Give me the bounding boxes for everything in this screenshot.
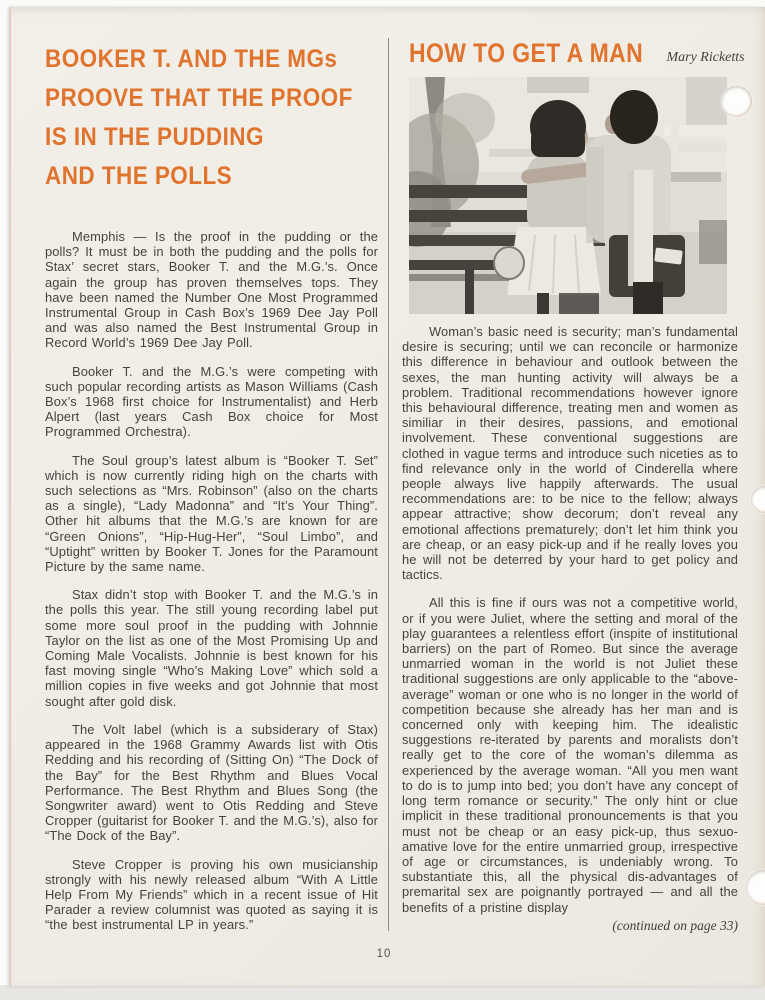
column-divider-rule [388,38,389,931]
continued-on-page-note: (continued on page 33) [612,917,738,933]
left-article-headline [45,40,378,196]
right-article-header [409,38,745,68]
headline-line: PROOVE THAT THE PROOF [45,84,353,112]
headline-line: BOOKER T. AND THE MGs [45,45,338,73]
right-article [402,38,745,934]
punch-hole [746,870,765,905]
article-paragraph: Steve Cropper is proving his own musicianship strongly with his newly released album “With A Little Help From My Friends” which in a recent issue of Hit Parader a review columnist was quoted as saying it is “the best instrumental LP in years.” [45,856,378,933]
headline-line: IS IN THE PUDDING [45,123,264,151]
article-paragraph: The Volt label (which is a subsiderary of Stax) appeared in the 1968 Grammy Awards list with Otis Redding and his recording of (Sitting On) “The Dock of the Bay” for the Best Rhythm and Blues Vocal Performance. The Best Rhythm and Blues Song (the Songwriter award) went to Otis Redding and Steve Cropper (guitarist for Booker T. and the M.G.’s), also for “The Dock of the Bay”. [45,721,378,844]
article-paragraph: All this is fine if ours was not a competitive world, or if you were Juliet, where the setting and moral of the play guarantees a relentless effort (inspite of institutional barriers) on the part of Romeo. But since the average unmarried woman in the world is not Juliet these traditional suggestions are only applicable to the “above-average” woman or one who is no longer in the world of competition because she already has her man and is concerned only with keeping him. The idealistic suggestions re-iterated by parents and moralists don’t really get to the core of the woman’s dilemma as experienced by the average woman. “All you men want to do is to jump into bed; you don’t have any concept of long term romance or security.” The only hint or clue implicit in these traditional pronouncements is that you must not be cheap or an easy pick-up, thus sexuo-amative love for the entire unmarried group, irrespective of age or circumstances, is undeniably wrong. To substantiate this, all the physical dis-advantages of premarital sex are poignantly portrayed — and all the benefits of a pristine display [402,595,738,915]
article-paragraph: Booker T. and the M.G.’s were competing with such popular recording artists as Mason Williams (Cash Box’s 1968 first choice for Instrumentalist) and Herb Alpert (last years Cash Box choice for Most Programmed Orchestra). [45,363,378,440]
punch-hole [721,86,752,117]
article-paragraph: The Soul group’s latest album is “Booker T. Set” which is now currently riding high on the charts with such selections as “Mrs. Robinson” (also on the charts as a single), “Lady Madonna” and “It’s Your Thing”. Other hit albums that the M.G.’s are known for are “Green Onions”, “Hip-Hug-Her”, “Soul Limbo”, and “Uptight” written by Booker T. Jones for the Paramount Picture by the same name. [45,452,378,575]
punch-hole [751,486,765,513]
headline-line: AND THE POLLS [45,162,233,190]
left-article [45,40,378,946]
couple-on-bench-photo [409,77,727,314]
article-paragraph: Stax didn’t stop with Booker T. and the M.G.’s in the polls this year. The still young recording label put some more soul proof in the pudding with Johnnie Taylor on the list as one of the Most Promising Up and Coming Male Vocalists. Johnnie is best known for his fast moving single “Who’s Making Love” which sold a million copies in five weeks and got Johnnie that most sought after gold disk. [45,587,378,709]
article-paragraph: Woman’s basic need is security; man’s fundamental desire is securing; until we can reconcile or harmonize this difference in behaviour and outlook between the sexes, the man hunting activity will always be a problem. Traditional recommendations however ignore this behavioural difference, treating men and women as similiar in their desires, passions, and emotional involvement. These conventional suggestions are clothed in vague terms and introduce such niceties as to find relevance only in the world of Cinderella where people always live happily afterwards. The usual recommendations are: to be nice to the fellow; always appear attractive; show decorum; don’t reveal any emotional affections prematurely; don’t let him think you are cheap, or an easy pick-up and if he really loves you he will not be deterred by your hard to get policy and tactics. [402,324,738,583]
article-paragraph: Memphis — Is the proof in the pudding or the polls? It must be in both the pudding and the polls for Stax’ secret stars, Booker T. and the M.G.’s. Once again the group has proven themselves tops. They have been named the Number One Most Programmed Instrumental Group in Cash Box’s 1969 Dee Jay Poll and was also named the Best Instrumental Group in Record World’s 1969 Dee Jay Poll. [45,229,378,351]
page-number: 10 [376,948,392,960]
scan-bottom-edge [0,985,765,1000]
right-article-headline: HOW TO GET A MAN [409,38,644,68]
magazine-page [10,7,765,986]
photo-illustration [409,77,727,314]
author-byline: Mary Ricketts [666,50,745,65]
